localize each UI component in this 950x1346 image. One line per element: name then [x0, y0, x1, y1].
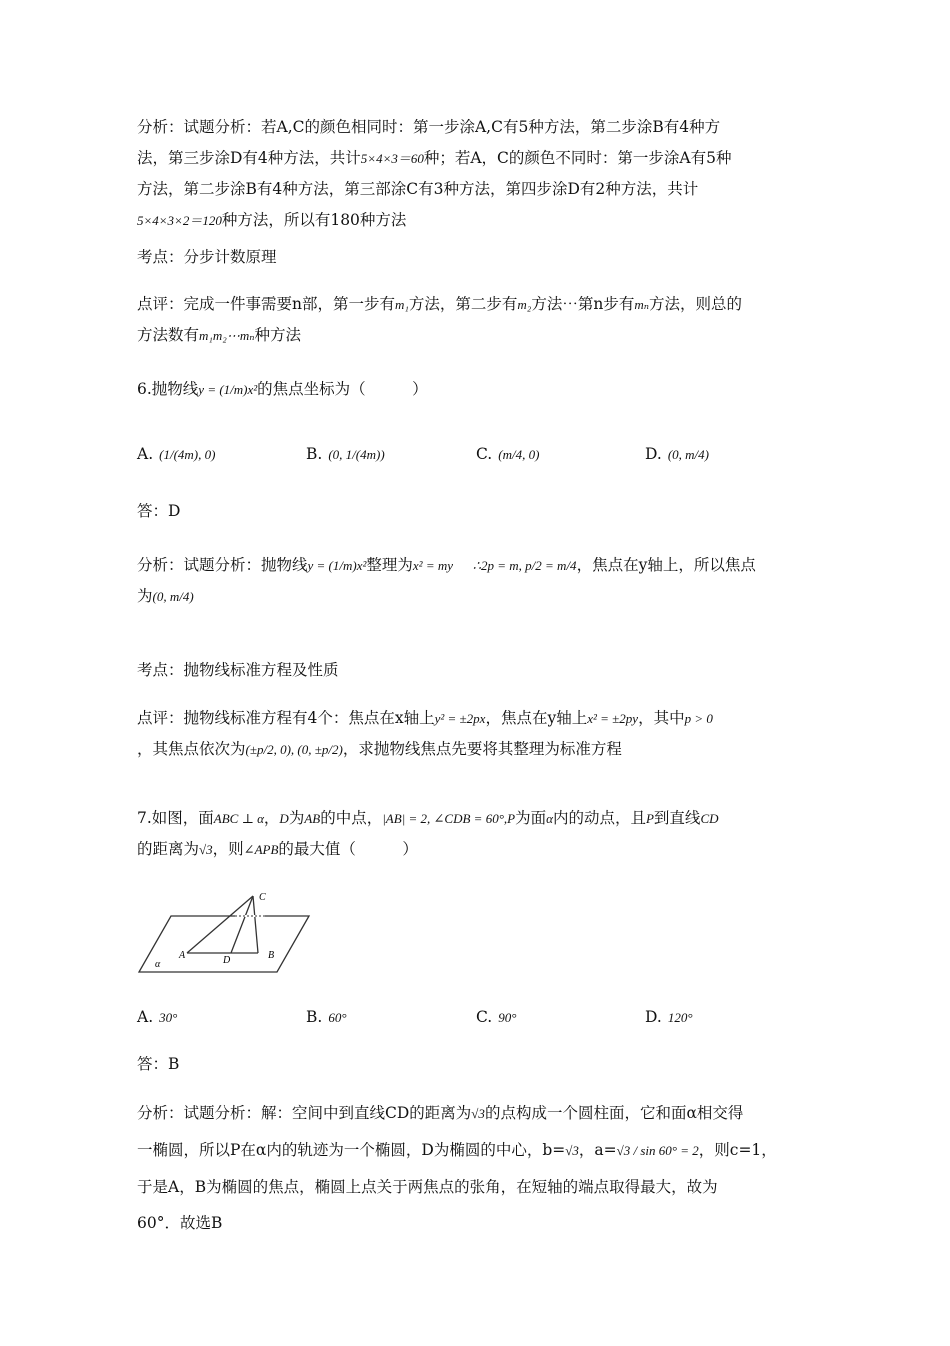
- text: 的最大值（ ）: [278, 840, 418, 858]
- formula: (±p/2, 0), (0, ±p/2): [245, 742, 343, 757]
- formula: D: [279, 811, 289, 826]
- text: 的距离为: [137, 840, 200, 858]
- text: 内的动点，且: [552, 809, 646, 827]
- text: ，则c=1，: [698, 1141, 777, 1159]
- q6-answer: 答：D: [137, 502, 181, 520]
- q6-option-c[interactable]: [476, 442, 539, 467]
- analysis-line: 分析：试题分析：若A,C的颜色相同时：第一步涂A,C有5种方法，第二步涂B有4种方: [137, 118, 721, 136]
- formula: CD: [700, 811, 719, 826]
- formula: y = (1/m)x²: [198, 382, 258, 397]
- text: ，求抛物线焦点先要将其整理为标准方程: [342, 740, 622, 758]
- q6-analysis: [137, 550, 817, 612]
- analysis-line: 种方法，所以有180种方法: [221, 211, 407, 229]
- text: 于是A，B为椭圆的焦点，椭圆上点关于两焦点的张角，在短轴的端点取得最大，故为: [137, 1178, 718, 1196]
- text: 的焦点坐标为（ ）: [257, 380, 428, 398]
- option-label: A.: [137, 1008, 154, 1026]
- option-label: B.: [306, 445, 323, 463]
- text: ，焦点在y轴上，所以焦点: [576, 556, 756, 574]
- formula: (0, m/4): [152, 589, 194, 604]
- q7-option-b[interactable]: [306, 1005, 347, 1030]
- text: ，a=: [578, 1141, 617, 1159]
- formula: m₁: [394, 297, 409, 312]
- text: 种方法: [254, 326, 302, 344]
- label-d: D: [223, 955, 231, 966]
- q6-dianping: [137, 703, 817, 765]
- text: 60°．故选B: [137, 1214, 223, 1232]
- text: ，焦点在y轴上: [485, 709, 588, 727]
- option-label: D.: [645, 1008, 662, 1026]
- formula: y² = ±2px: [434, 711, 486, 726]
- formula: P: [507, 811, 516, 826]
- analysis-line: 法，第三步涂D有4种方法，共计: [137, 149, 361, 167]
- text: 方法，第二步有: [408, 295, 518, 313]
- text: 点评：完成一件事需要n部，第一步有: [137, 295, 395, 313]
- option-value: 30°: [159, 1010, 178, 1025]
- text: 为面: [515, 809, 547, 827]
- option-value: 120°: [667, 1010, 693, 1025]
- formula: |AB| = 2, ∠CDB = 60°,: [382, 811, 508, 826]
- option-value: 90°: [498, 1010, 517, 1025]
- q7-answer: 答：B: [137, 1055, 180, 1073]
- formula: y = (1/m)x²: [307, 558, 367, 573]
- label-c: C: [259, 892, 266, 903]
- formula: m₁m₂⋯mₙ: [199, 328, 255, 343]
- label-b: B: [268, 950, 275, 961]
- option-label: B.: [306, 1008, 323, 1026]
- text: 6.抛物线: [137, 380, 199, 398]
- q7-option-a[interactable]: [137, 1005, 177, 1030]
- formula: (0, 1/(4m)): [328, 447, 385, 462]
- kaodian-1: 考点：分步计数原理: [137, 248, 277, 266]
- analysis-paragraph-1: [137, 112, 817, 236]
- q6-option-b[interactable]: [306, 442, 385, 467]
- text: 分析：试题分析：解：空间中到直线CD的距离为: [137, 1104, 472, 1122]
- text: 为: [137, 587, 153, 605]
- text: 方法，则总的: [649, 295, 743, 313]
- option-label: A.: [137, 445, 154, 463]
- text: 的中点，: [320, 809, 383, 827]
- q7-analysis: [137, 1095, 817, 1241]
- option-label: C.: [476, 445, 493, 463]
- text: 到直线: [653, 809, 701, 827]
- segment-bc: [253, 896, 258, 953]
- formula: AB: [304, 811, 321, 826]
- formula: ∠APB: [243, 842, 279, 857]
- analysis-line: 种；若A，C的颜色不同时：第一步涂A有5种: [423, 149, 732, 167]
- q6-kaodian: 考点：抛物线标准方程及性质: [137, 661, 339, 679]
- segment-dc: [231, 896, 253, 953]
- geometry-figure: [135, 888, 315, 978]
- question-7-stem: [137, 803, 817, 865]
- label-alpha: α: [155, 959, 161, 970]
- segment-ac: [187, 896, 253, 953]
- text: ，其中: [638, 709, 685, 727]
- formula: p > 0: [684, 711, 713, 726]
- formula: √3: [471, 1106, 485, 1121]
- formula: α: [546, 811, 553, 826]
- q6-option-a[interactable]: [137, 442, 215, 467]
- option-value: 60°: [328, 1010, 347, 1025]
- formula: 5×4×3×2＝120: [137, 213, 222, 228]
- option-label: D.: [645, 445, 662, 463]
- formula: m₂: [517, 297, 532, 312]
- option-label: C.: [476, 1008, 493, 1026]
- q7-option-c[interactable]: [476, 1005, 516, 1030]
- dianping-1: [137, 289, 817, 351]
- q7-option-d[interactable]: [645, 1005, 693, 1030]
- q6-option-d[interactable]: [645, 442, 709, 467]
- text: 为: [288, 809, 305, 827]
- text: 方法⋯第n步有: [531, 295, 635, 313]
- text: 的点构成一个圆柱面，它和面α相交得: [484, 1104, 744, 1122]
- analysis-line: 方法，第二步涂B有4种方法，第三部涂C有3种方法，第四步涂D有2种方法，共计: [137, 180, 699, 198]
- formula: mₙ: [634, 297, 649, 312]
- formula: √3 / sin 60° = 2: [616, 1143, 699, 1158]
- formula: √3: [199, 842, 213, 857]
- formula: √3: [565, 1143, 579, 1158]
- text: 一椭圆，所以P在α内的轨迹为一个椭圆，D为椭圆的中心，b=: [137, 1141, 566, 1159]
- text: 方法数有: [137, 326, 200, 344]
- text: 分析：试题分析：抛物线: [137, 556, 308, 574]
- text: 整理为: [366, 556, 413, 574]
- text: ，则: [212, 840, 244, 858]
- formula: (1/(4m), 0): [159, 447, 216, 462]
- formula: ABC ⊥ α: [213, 811, 264, 826]
- text: 点评：抛物线标准方程有4个：焦点在x轴上: [137, 709, 435, 727]
- formula: x² = my: [412, 558, 454, 573]
- question-6-stem: [137, 374, 817, 405]
- label-a: A: [179, 950, 186, 961]
- text: 7.如图，面: [137, 809, 214, 827]
- formula: 5×4×3＝60: [360, 151, 424, 166]
- formula: (m/4, 0): [498, 447, 540, 462]
- formula: P: [645, 811, 654, 826]
- formula: (0, m/4): [667, 447, 709, 462]
- formula: x² = ±2py: [587, 711, 639, 726]
- formula: ∴2p = m, p/2 = m/4: [472, 558, 577, 573]
- text: ，: [263, 809, 280, 827]
- text: ，其焦点依次为: [137, 740, 246, 758]
